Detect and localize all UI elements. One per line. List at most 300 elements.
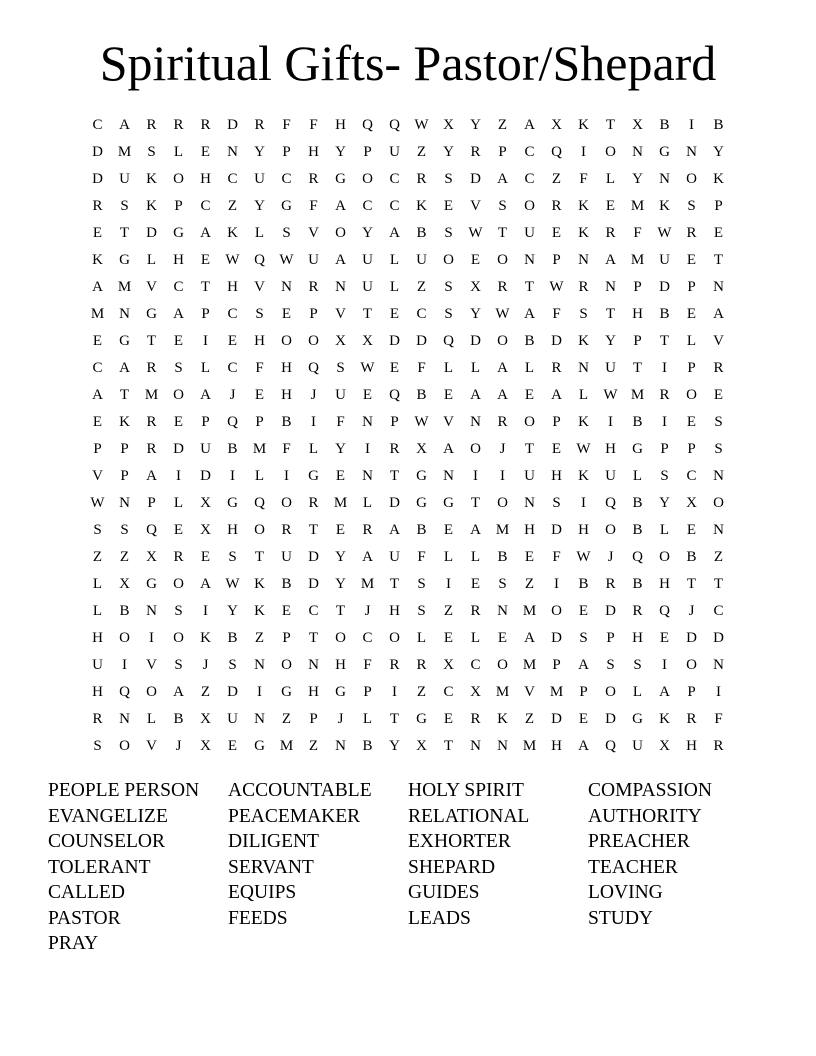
grid-letter: R [308,171,319,187]
grid-letter: O [497,252,508,268]
grid-letter: E [578,711,589,727]
grid-letter: E [281,603,292,619]
grid-letter: T [254,549,265,565]
grid-letter: S [552,495,561,511]
grid-letter: I [581,144,586,160]
grid-letter: L [578,387,589,403]
grid-letter: N [497,738,508,754]
grid-letter: D [551,711,562,727]
grid-letter: A [578,738,589,754]
grid-letter: F [714,711,723,727]
grid-letter: O [146,684,157,700]
grid-letter: M [522,603,537,619]
grid-letter: E [362,387,373,403]
grid-letter: W [468,225,483,241]
grid-letter: Q [632,549,643,565]
grid-letter: U [362,252,373,268]
grid-letter: B [659,306,670,322]
grid-letter: T [497,225,508,241]
grid-letter: H [632,306,643,322]
grid-letter: F [309,198,318,214]
grid-letter: X [119,576,130,592]
grid-letter: L [470,360,481,376]
grid-letter: X [416,738,427,754]
grid-letter: G [416,495,427,511]
grid-letter: P [282,630,291,646]
grid-letter: S [120,522,129,538]
grid-letter: E [200,252,211,268]
grid-letter: Q [389,117,400,133]
grid-letter: L [632,468,643,484]
grid-letter: X [551,117,562,133]
grid-letter: A [497,171,508,187]
grid-letter: L [686,333,697,349]
grid-letter: R [200,117,211,133]
grid-letter: D [227,117,238,133]
grid-row [84,139,732,166]
grid-letter: T [605,117,616,133]
grid-letter: P [147,495,156,511]
grid-letter: O [119,738,130,754]
grid-row [84,517,732,544]
grid-letter: V [470,198,481,214]
grid-letter: I [581,495,586,511]
grid-letter: T [389,711,400,727]
grid-letter: L [524,360,535,376]
grid-letter: E [686,306,697,322]
grid-letter: I [284,468,289,484]
grid-letter: A [92,387,103,403]
grid-letter: G [119,333,130,349]
grid-letter: W [414,414,429,430]
grid-letter: B [686,549,697,565]
word-list-item: PEOPLE PERSON [48,780,200,801]
grid-letter: A [470,522,481,538]
grid-letter: S [444,306,453,322]
grid-letter: N [254,711,265,727]
grid-letter: H [281,360,292,376]
grid-letter: S [660,468,669,484]
word-list-item: LOVING [588,882,663,903]
grid-letter: D [92,171,103,187]
grid-letter: W [549,279,564,295]
grid-letter: F [363,657,372,673]
grid-letter: V [92,468,103,484]
word-list-item: EVANGELIZE [48,805,168,827]
grid-letter: P [606,630,615,646]
grid-letter: F [579,171,588,187]
grid-letter: V [524,684,535,700]
word-list-item: EXHORTER [408,831,511,852]
grid-row [84,733,732,760]
grid-letter: U [659,252,670,268]
word-list [48,778,768,957]
grid-letter: Q [551,144,562,160]
grid-letter: O [335,225,346,241]
grid-letter: E [389,306,400,322]
grid-letter: E [254,387,265,403]
grid-letter: Y [659,495,670,511]
grid-letter: Q [119,684,130,700]
grid-letter: O [335,630,346,646]
grid-letter: T [119,225,130,241]
grid-letter: F [417,360,426,376]
grid-letter: R [632,603,643,619]
grid-letter: O [524,414,535,430]
grid-letter: R [416,171,427,187]
grid-letter: W [576,441,591,457]
grid-letter: O [470,441,481,457]
grid-letter: S [687,198,696,214]
grid-letter: S [606,657,615,673]
grid-letter: P [363,144,372,160]
grid-letter: N [362,414,373,430]
grid-letter: G [632,711,643,727]
grid-letter: K [254,576,265,592]
grid-letter: X [470,684,481,700]
grid-letter: M [630,252,645,268]
grid-letter: R [362,522,373,538]
grid-letter: G [443,495,454,511]
grid-letter: K [713,171,724,187]
grid-letter: J [175,738,182,754]
grid-row [84,112,732,139]
grid-letter: T [605,306,616,322]
grid-letter: P [93,441,102,457]
grid-letter: A [335,252,346,268]
grid-letter: G [416,711,427,727]
grid-letter: D [389,495,400,511]
grid-letter: H [335,657,346,673]
grid-letter: Z [227,198,238,214]
word-list-item: STUDY [588,907,654,929]
grid-letter: B [632,414,643,430]
grid-letter: E [173,414,184,430]
grid-letter: Y [335,144,346,160]
grid-letter: H [605,441,616,457]
grid-letter: X [443,657,454,673]
grid-letter: T [713,576,724,592]
grid-letter: J [229,387,236,403]
grid-letter: P [660,441,669,457]
grid-letter: C [92,117,103,133]
grid-letter: V [146,279,157,295]
grid-letter: Z [92,549,103,565]
grid-letter: I [203,333,208,349]
grid-letter: L [173,495,184,511]
word-list-item: COMPASSION [588,780,712,801]
grid-letter: M [360,576,375,592]
grid-letter: E [443,522,454,538]
grid-letter: Z [416,144,427,160]
grid-letter: C [524,144,535,160]
grid-letter: U [227,711,238,727]
grid-letter: H [551,738,562,754]
grid-letter: I [500,468,505,484]
grid-letter: G [227,495,238,511]
grid-letter: W [225,576,240,592]
grid-letter: E [686,414,697,430]
grid-letter: G [119,252,130,268]
grid-letter: Q [443,333,454,349]
grid-letter: S [336,360,345,376]
grid-letter: U [92,657,103,673]
grid-letter: N [335,279,346,295]
grid-letter: L [146,252,157,268]
grid-letter: R [416,657,427,673]
grid-letter: N [227,144,238,160]
grid-letter: G [146,306,157,322]
grid-letter: A [578,657,589,673]
grid-letter: M [144,387,159,403]
word-list-item: RELATIONAL [408,805,530,827]
grid-letter: M [495,684,510,700]
grid-letter: R [713,738,724,754]
grid-letter: A [605,252,616,268]
grid-letter: U [605,468,616,484]
grid-letter: X [200,738,211,754]
grid-letter: T [308,630,319,646]
grid-letter: G [632,441,643,457]
grid-letter: P [552,414,561,430]
grid-letter: U [416,252,427,268]
grid-letter: E [497,630,508,646]
grid-letter: U [389,549,400,565]
grid-letter: R [389,657,400,673]
grid-row [84,706,732,733]
grid-letter: R [308,279,319,295]
grid-letter: L [173,144,184,160]
grid-letter: B [227,441,238,457]
grid-letter: H [308,144,319,160]
grid-letter: A [119,117,130,133]
grid-letter: U [308,252,319,268]
grid-letter: Q [308,360,319,376]
grid-letter: A [173,684,184,700]
grid-letter: D [92,144,103,160]
grid-letter: M [630,198,645,214]
grid-letter: F [282,441,291,457]
grid-letter: L [362,495,373,511]
grid-letter: P [552,252,561,268]
grid-letter: S [174,603,183,619]
grid-letter: Y [713,144,724,160]
grid-letter: P [174,198,183,214]
grid-letter: A [146,468,157,484]
grid-letter: R [578,279,589,295]
page-title: Spiritual Gifts- Pastor/Shepard [99,35,717,91]
grid-letter: X [200,495,211,511]
grid-letter: O [686,387,697,403]
grid-letter: L [200,360,211,376]
grid-letter: M [549,684,564,700]
grid-letter: A [362,549,373,565]
grid-letter: P [687,279,696,295]
grid-letter: F [633,225,642,241]
grid-letter: H [92,630,103,646]
grid-letter: Z [713,549,724,565]
grid-letter: A [389,522,400,538]
grid-letter: C [200,198,211,214]
word-list-item: GUIDES [408,882,480,903]
grid-letter: J [688,603,695,619]
grid-letter: D [308,576,319,592]
grid-letter: H [200,171,211,187]
grid-row [84,166,732,193]
grid-letter: R [713,360,724,376]
grid-letter: Q [227,414,238,430]
grid-letter: I [689,117,694,133]
grid-letter: B [281,576,292,592]
grid-letter: L [443,360,454,376]
grid-letter: Y [605,333,616,349]
grid-letter: S [120,198,129,214]
word-list-item: SERVANT [228,856,314,878]
grid-letter: V [335,306,346,322]
grid-letter: L [389,279,400,295]
grid-letter: L [254,468,265,484]
grid-letter: M [252,441,267,457]
grid-letter: L [92,603,103,619]
grid-letter: P [633,279,642,295]
grid-letter: N [713,522,724,538]
grid-letter: R [686,225,697,241]
word-search-grid [84,112,732,760]
grid-letter: S [498,576,507,592]
grid-letter: W [414,117,429,133]
grid-letter: O [389,630,400,646]
grid-letter: P [687,684,696,700]
grid-letter: H [281,387,292,403]
grid-letter: M [117,279,132,295]
grid-letter: W [603,387,618,403]
grid-letter: H [227,522,238,538]
grid-letter: S [174,657,183,673]
grid-letter: A [389,225,400,241]
grid-letter: H [389,603,400,619]
grid-letter: D [470,171,481,187]
grid-letter: B [497,549,508,565]
grid-letter: E [173,333,184,349]
grid-letter: T [659,333,670,349]
grid-letter: M [630,387,645,403]
grid-letter: E [443,198,454,214]
grid-letter: B [632,576,643,592]
grid-letter: S [444,225,453,241]
grid-letter: O [281,495,292,511]
grid-row [84,571,732,598]
grid-letter: E [578,603,589,619]
grid-letter: K [146,198,157,214]
grid-letter: G [173,225,184,241]
grid-letter: X [470,279,481,295]
grid-letter: A [443,441,454,457]
grid-letter: Z [119,549,130,565]
grid-letter: F [282,117,291,133]
grid-letter: X [362,333,373,349]
word-list-item: AUTHORITY [588,805,702,827]
grid-letter: K [416,198,427,214]
grid-letter: D [551,630,562,646]
grid-row [84,193,732,220]
grid-letter: J [202,657,209,673]
grid-letter: N [443,468,454,484]
grid-letter: X [443,117,454,133]
grid-letter: C [686,468,697,484]
grid-letter: L [470,549,481,565]
grid-letter: J [499,441,506,457]
grid-letter: Y [227,603,238,619]
grid-letter: R [173,549,184,565]
word-list-item: ACCOUNTABLE [228,780,372,801]
grid-letter: F [552,306,561,322]
grid-letter: O [524,198,535,214]
grid-letter: R [497,414,508,430]
grid-letter: E [470,576,481,592]
grid-letter: Z [524,711,535,727]
grid-letter: D [659,279,670,295]
grid-letter: N [605,279,616,295]
grid-letter: A [524,630,535,646]
grid-letter: K [578,468,589,484]
grid-letter: L [632,684,643,700]
grid-letter: G [254,738,265,754]
grid-letter: N [713,657,724,673]
grid-letter: J [364,603,371,619]
grid-letter: R [146,414,157,430]
grid-letter: O [605,684,616,700]
grid-letter: O [281,657,292,673]
grid-letter: W [279,252,294,268]
grid-letter: T [362,306,373,322]
grid-letter: T [524,441,535,457]
grid-letter: W [495,306,510,322]
grid-letter: A [713,306,724,322]
word-list-item: CALLED [48,882,125,903]
grid-letter: C [470,657,481,673]
grid-letter: E [389,360,400,376]
grid-letter: I [716,684,721,700]
grid-row [84,274,732,301]
grid-letter: F [336,414,345,430]
grid-letter: I [122,657,127,673]
grid-letter: L [308,441,319,457]
grid-letter: N [308,657,319,673]
grid-letter: C [713,603,724,619]
grid-letter: V [146,657,157,673]
grid-letter: M [522,657,537,673]
grid-letter: U [524,225,535,241]
grid-letter: K [578,117,589,133]
grid-letter: Z [497,117,508,133]
grid-row [84,490,732,517]
grid-letter: Q [605,495,616,511]
grid-letter: C [281,171,292,187]
grid-letter: D [146,225,157,241]
grid-letter: I [176,468,181,484]
grid-letter: D [389,333,400,349]
grid-letter: A [173,306,184,322]
grid-letter: D [605,711,616,727]
grid-letter: T [470,495,481,511]
grid-letter: B [632,495,643,511]
grid-letter: E [335,522,346,538]
grid-letter: H [227,279,238,295]
grid-letter: G [416,468,427,484]
grid-letter: W [360,360,375,376]
grid-letter: B [362,738,373,754]
grid-letter: A [659,684,670,700]
